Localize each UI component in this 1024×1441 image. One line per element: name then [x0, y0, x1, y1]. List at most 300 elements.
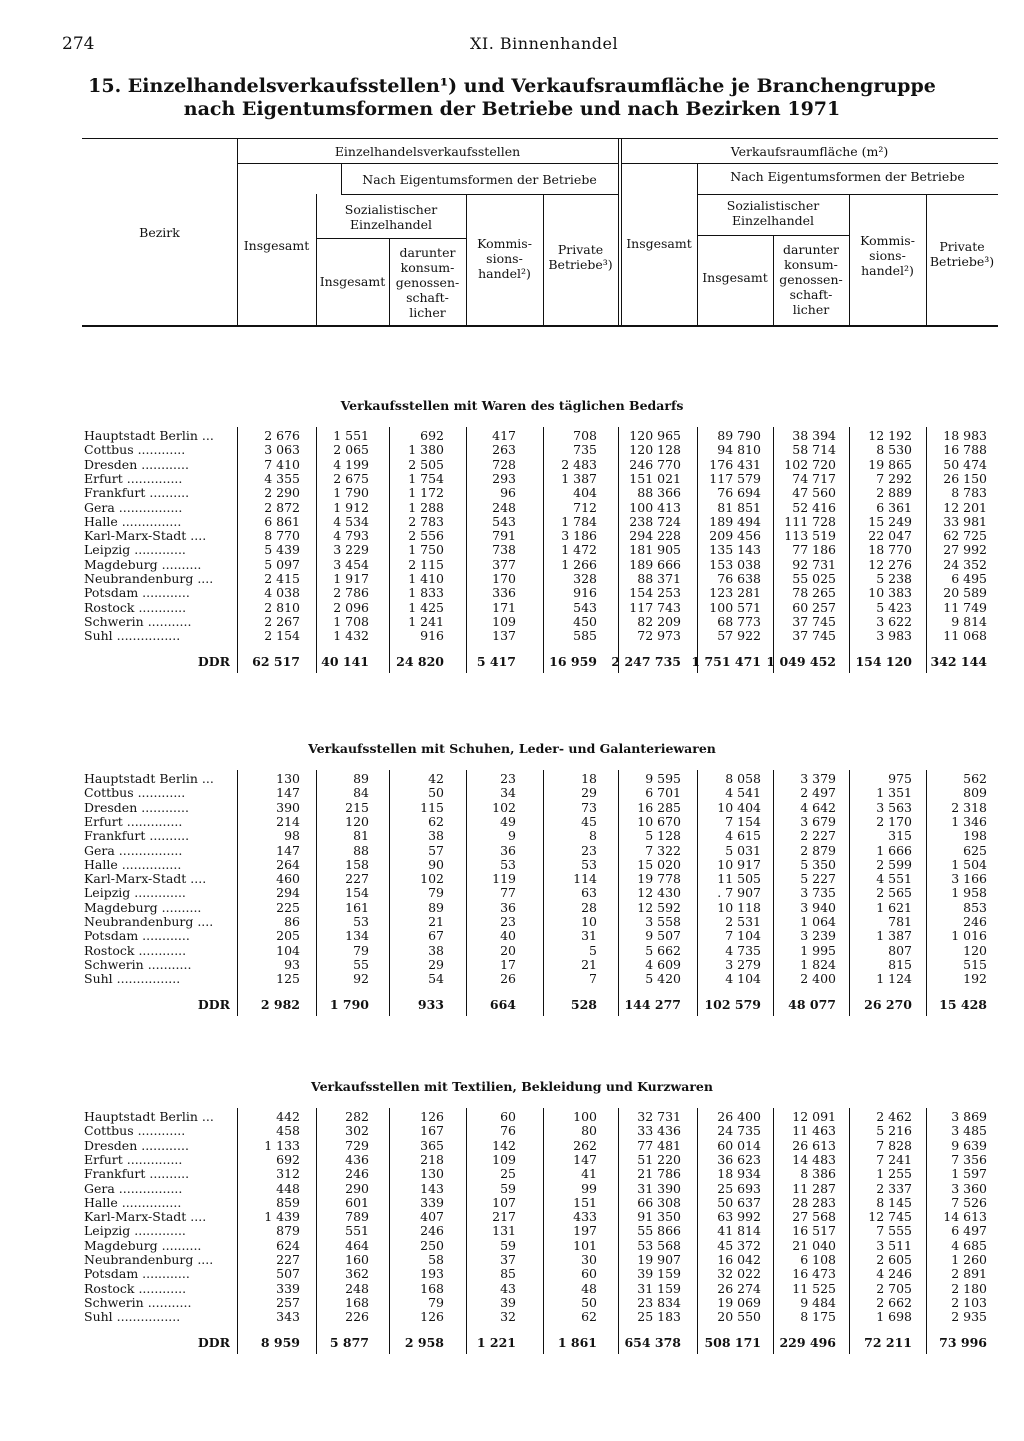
table-cell: 24 735 — [717, 1123, 761, 1139]
table-cell: 53 — [353, 914, 369, 929]
table-cell: 9 814 — [951, 613, 987, 629]
header-text: schaft- — [789, 287, 833, 302]
table-cell: 21 — [428, 914, 444, 929]
table-cell: 117 579 — [709, 470, 761, 486]
table-cell: 5 439 — [264, 542, 300, 558]
table-cell: 14 483 — [792, 1151, 836, 1167]
table-cell: 2 982 — [260, 996, 300, 1012]
table-cell: 113 519 — [784, 528, 836, 544]
table-cell: 63 — [581, 885, 597, 901]
table-cell: 624 — [276, 1237, 300, 1253]
header-divider — [621, 139, 622, 325]
header-text: schaft- — [406, 290, 449, 305]
table-cell: 130 — [420, 1166, 444, 1182]
table-cell: 1 133 — [264, 1137, 300, 1153]
header-insgesamt: Insgesamt — [243, 238, 310, 253]
table-cell: 2 783 — [408, 513, 444, 529]
table-cell: 5 662 — [645, 942, 681, 958]
table-cell: 147 — [276, 842, 300, 858]
bezirk-name: Erfurt .............. — [84, 1152, 183, 1167]
table-cell: 654 378 — [624, 1334, 681, 1350]
table-cell: 217 — [492, 1209, 516, 1225]
table-cell: 80 — [581, 1123, 597, 1139]
table-cell: 63 992 — [717, 1209, 761, 1225]
table-cell: 1 439 — [264, 1209, 300, 1225]
table-cell: 55 866 — [637, 1223, 681, 1239]
table-cell: 9 507 — [645, 928, 681, 944]
bezirk-name: Erfurt .............. — [84, 814, 183, 829]
table-cell: 5 227 — [800, 871, 836, 887]
table-cell: 11 749 — [943, 599, 987, 615]
bezirk-name: Leipzig ............. — [84, 543, 186, 558]
table-cell: 879 — [276, 1223, 300, 1239]
table-cell: 16 042 — [717, 1252, 761, 1267]
table-cell: 49 — [500, 813, 516, 829]
table-row — [0, 815, 1024, 829]
table-cell: 41 — [581, 1166, 597, 1182]
table-cell: 37 — [500, 1252, 516, 1267]
bezirk-name: Cottbus ............ — [84, 786, 186, 801]
table-cell: 48 — [581, 1280, 597, 1296]
bezirk-name: Halle ............... — [84, 1195, 182, 1210]
table-cell: 328 — [573, 571, 597, 586]
table-cell: 40 — [500, 928, 516, 944]
table-cell: 16 959 — [549, 653, 597, 669]
table-cell: 67 — [428, 928, 444, 944]
table-cell: 2 462 — [876, 1109, 912, 1124]
table-cell: 21 040 — [792, 1237, 836, 1253]
table-cell: 120 — [963, 942, 987, 958]
table-cell: 19 907 — [637, 1252, 681, 1267]
bezirk-name: Hauptstadt Berlin ... — [84, 1110, 214, 1124]
bezirk-name: Rostock ............ — [84, 943, 187, 958]
table-cell: 9 484 — [800, 1294, 836, 1310]
table-cell: 81 — [353, 828, 369, 844]
table-cell: 17 — [500, 956, 516, 972]
table-cell: 4 685 — [951, 1237, 987, 1253]
table-cell: 215 — [345, 799, 369, 815]
table-cell: 1 833 — [408, 585, 444, 601]
header-rule — [697, 194, 998, 195]
table-cell: 12 201 — [943, 499, 987, 515]
table-cell: 2 531 — [725, 914, 761, 929]
table-cell: 528 — [570, 996, 597, 1012]
table-cell: 50 637 — [717, 1194, 761, 1210]
table-cell: 1 380 — [408, 442, 444, 458]
table-cell: 692 — [276, 1151, 300, 1167]
table-cell: 81 851 — [717, 499, 761, 515]
header-bottom-rule — [82, 325, 998, 327]
table-cell: 89 — [353, 771, 369, 786]
table-cell: 26 270 — [864, 996, 912, 1012]
table-cell: 2 675 — [333, 470, 369, 486]
table-cell: 8 145 — [876, 1194, 912, 1210]
table-cell: 2 505 — [408, 456, 444, 472]
running-head: XI. Binnenhandel — [470, 34, 619, 53]
table-cell: 312 — [276, 1166, 300, 1182]
table-cell: 262 — [573, 1137, 597, 1153]
table-cell: 282 — [345, 1109, 369, 1124]
table-cell: 101 — [573, 1237, 597, 1253]
table-cell: 343 — [276, 1309, 300, 1325]
table-cell: 91 350 — [637, 1209, 681, 1225]
table-cell: 99 — [581, 1180, 597, 1196]
table-cell: 11 525 — [792, 1280, 836, 1296]
table-cell: 60 — [500, 1109, 516, 1124]
header-divider — [697, 163, 698, 325]
table-cell: 114 — [573, 871, 597, 887]
header-text: konsum- — [784, 257, 838, 272]
bezirk-name: Dresden ............ — [84, 457, 189, 472]
table-cell: 154 120 — [855, 653, 912, 669]
table-cell: 78 265 — [792, 585, 836, 601]
total-row — [0, 998, 1024, 1012]
table-cell: 1 698 — [876, 1309, 912, 1325]
table-cell: 551 — [345, 1223, 369, 1239]
table-cell: 315 — [888, 828, 912, 844]
table-cell: 2 786 — [333, 585, 369, 601]
table-cell: 12 430 — [637, 885, 681, 901]
table-cell: 1 260 — [951, 1252, 987, 1267]
table-cell: 738 — [492, 542, 516, 558]
bezirk-name: Gera ................ — [84, 500, 183, 515]
table-cell: 975 — [888, 771, 912, 786]
table-cell: 60 257 — [792, 599, 836, 615]
table-cell: 144 277 — [624, 996, 681, 1012]
table-row — [0, 858, 1024, 872]
table-cell: 54 — [428, 971, 444, 987]
table-cell: 3 679 — [800, 813, 836, 829]
table-cell: 2 247 735 — [611, 653, 681, 669]
table-cell: 36 — [500, 899, 516, 915]
header-private — [926, 239, 998, 269]
table-cell: 8 959 — [260, 1334, 300, 1350]
table-cell: 1 551 — [333, 428, 369, 443]
bezirk-name: Neubrandenburg .... — [84, 1253, 214, 1267]
bezirk-name: Suhl ................ — [84, 972, 181, 987]
table-cell: 142 — [492, 1137, 516, 1153]
table-cell: 60 014 — [717, 1137, 761, 1153]
table-cell: 76 638 — [717, 571, 761, 586]
table-row — [0, 601, 1024, 615]
table-cell: 2 483 — [561, 456, 597, 472]
table-cell: 3 940 — [800, 899, 836, 915]
table-cell: 76 694 — [717, 485, 761, 501]
header-text: Einzelhandel — [349, 217, 433, 232]
table-cell: 294 — [276, 885, 300, 901]
table-cell: 4 551 — [876, 871, 912, 887]
table-cell: 104 — [276, 942, 300, 958]
table-row — [0, 844, 1024, 858]
header-kommission — [849, 233, 926, 278]
table-cell: 24 352 — [943, 556, 987, 572]
table-cell: 12 192 — [868, 428, 912, 443]
table-cell: 2 891 — [951, 1266, 987, 1282]
table-cell: 294 228 — [629, 528, 681, 544]
table-cell: 3 735 — [800, 885, 836, 901]
table-cell: 5 097 — [264, 556, 300, 572]
table-cell: 362 — [345, 1266, 369, 1282]
table-cell: 4 246 — [876, 1266, 912, 1282]
table-cell: 3 622 — [876, 613, 912, 629]
table-cell: 26 274 — [717, 1280, 761, 1296]
table-row — [0, 586, 1024, 600]
bezirk-name: Frankfurt .......... — [84, 486, 190, 501]
table-cell: 20 589 — [943, 585, 987, 601]
table-cell: 1 346 — [951, 813, 987, 829]
table-cell: 100 — [573, 1109, 597, 1124]
table-cell: 41 814 — [717, 1223, 761, 1239]
table-cell: 134 — [345, 928, 369, 944]
table-cell: 2 115 — [408, 556, 444, 572]
bezirk-name: Dresden ............ — [84, 1138, 189, 1153]
table-cell: 708 — [573, 428, 597, 443]
table-cell: 92 — [353, 971, 369, 987]
table-cell: 137 — [492, 628, 516, 644]
table-cell: 126 — [420, 1109, 444, 1124]
table-cell: 2 879 — [800, 842, 836, 858]
table-row — [0, 615, 1024, 629]
table-cell: 562 — [963, 771, 987, 786]
table-cell: 543 — [573, 599, 597, 615]
table-cell: 189 666 — [629, 556, 681, 572]
table-cell: 135 143 — [709, 542, 761, 558]
table-cell: 227 — [276, 1252, 300, 1267]
table-cell: 126 — [420, 1309, 444, 1325]
table-cell: 5 423 — [876, 599, 912, 615]
table-cell: 12 276 — [868, 556, 912, 572]
table-cell: 342 144 — [930, 653, 987, 669]
table-cell: 2 676 — [264, 428, 300, 443]
table-cell: 712 — [573, 499, 597, 515]
table-cell: 14 613 — [943, 1209, 987, 1225]
table-cell: 8 058 — [725, 771, 761, 786]
bezirk-name: Magdeburg .......... — [84, 557, 202, 572]
header-text: Kommis- — [860, 233, 915, 248]
table-cell: 153 038 — [709, 556, 761, 572]
table-cell: 72 973 — [637, 628, 681, 644]
table-cell: 7 322 — [645, 842, 681, 858]
table-cell: 664 — [489, 996, 516, 1012]
table-cell: 3 511 — [876, 1237, 912, 1253]
table-cell: 2 565 — [876, 885, 912, 901]
table-cell: 57 922 — [717, 628, 761, 644]
table-cell: 218 — [420, 1151, 444, 1167]
table-cell: 807 — [888, 942, 912, 958]
table-cell: 32 — [500, 1309, 516, 1325]
table-cell: 85 — [500, 1266, 516, 1282]
table-cell: 29 — [581, 785, 597, 801]
table-row — [0, 1253, 1024, 1267]
table-cell: 2 227 — [800, 828, 836, 844]
table-cell: 417 — [492, 428, 516, 443]
section-title: Verkaufsstellen mit Textilien, Bekleidung und Kurzwaren — [311, 1079, 713, 1094]
table-cell: 68 773 — [717, 613, 761, 629]
bezirk-name: Schwerin ........... — [84, 957, 192, 972]
header-divider — [237, 139, 238, 325]
table-row — [0, 1167, 1024, 1181]
header-text: darunter — [399, 245, 456, 260]
table-cell: 120 965 — [629, 428, 681, 443]
header-text: genossen- — [779, 272, 843, 287]
table-row — [0, 1296, 1024, 1310]
table-cell: 22 047 — [868, 528, 912, 544]
table-cell: 1 621 — [876, 899, 912, 915]
table-cell: 18 983 — [943, 428, 987, 443]
table-cell: 25 693 — [717, 1180, 761, 1196]
table-cell: 10 383 — [868, 585, 912, 601]
table-cell: 15 428 — [939, 996, 987, 1012]
table-cell: 23 — [500, 914, 516, 929]
table-cell: 168 — [345, 1294, 369, 1310]
table-cell: 102 — [420, 871, 444, 887]
table-cell: 3 454 — [333, 556, 369, 572]
table-cell: 77 186 — [792, 542, 836, 558]
table-cell: 601 — [345, 1194, 369, 1210]
table-cell: 781 — [888, 914, 912, 929]
table-cell: 117 743 — [629, 599, 681, 615]
table-cell: 16 473 — [792, 1266, 836, 1282]
table-cell: 5 238 — [876, 571, 912, 586]
bezirk-name: Karl-Marx-Stadt .... — [84, 529, 207, 544]
table-cell: 227 — [345, 871, 369, 887]
table-cell: 7 241 — [876, 1151, 912, 1167]
table-cell: 120 — [345, 813, 369, 829]
table-cell: 102 — [492, 799, 516, 815]
table-cell: 62 — [581, 1309, 597, 1325]
table-cell: 59 — [500, 1237, 516, 1253]
table-cell: 147 — [276, 785, 300, 801]
table-cell: 916 — [420, 628, 444, 644]
table-cell: 8 770 — [264, 528, 300, 544]
table-cell: 102 579 — [704, 996, 761, 1012]
table-cell: 45 372 — [717, 1237, 761, 1253]
table-cell: 3 558 — [645, 914, 681, 929]
table-cell: 100 571 — [709, 599, 761, 615]
table-cell: 160 — [345, 1252, 369, 1267]
table-cell: 94 810 — [717, 442, 761, 458]
table-cell: 3 186 — [561, 528, 597, 544]
header-konsum — [773, 242, 849, 317]
table-cell: 464 — [345, 1237, 369, 1253]
table-row — [0, 1182, 1024, 1196]
header-rule — [621, 163, 998, 164]
table-cell: 507 — [276, 1266, 300, 1282]
table-cell: 123 281 — [709, 585, 761, 601]
table-cell: 38 — [428, 942, 444, 958]
table-cell: 58 — [428, 1252, 444, 1267]
table-cell: 246 — [963, 914, 987, 929]
table-cell: 4 615 — [725, 828, 761, 844]
table-cell: 193 — [420, 1266, 444, 1282]
table-cell: 2 705 — [876, 1280, 912, 1296]
table-cell: 45 — [581, 813, 597, 829]
table-cell: 6 701 — [645, 785, 681, 801]
header-insgesamt: Insgesamt — [702, 270, 768, 285]
table-cell: 246 770 — [629, 456, 681, 472]
bezirk-name: Cottbus ............ — [84, 1124, 186, 1139]
bezirk-name: Hauptstadt Berlin ... — [84, 429, 214, 443]
table-cell: 38 — [428, 828, 444, 844]
table-cell: 205 — [276, 928, 300, 944]
table-cell: 43 — [500, 1280, 516, 1296]
table-cell: 2 267 — [264, 613, 300, 629]
table-title-line2: nach Eigentumsformen der Betriebe und nach Bezirken 1971 — [183, 98, 841, 120]
table-cell: 57 — [428, 842, 444, 858]
table-cell: 442 — [276, 1109, 300, 1124]
table-cell: 89 790 — [717, 428, 761, 443]
table-cell: 10 670 — [637, 813, 681, 829]
table-cell: 7 104 — [725, 928, 761, 944]
table-cell: 7 — [589, 971, 597, 987]
table-cell: 4 104 — [725, 971, 761, 987]
table-cell: 7 410 — [264, 456, 300, 472]
table-cell: 72 211 — [864, 1334, 912, 1350]
table-cell: 2 180 — [951, 1280, 987, 1296]
table-cell: 1 750 — [408, 542, 444, 558]
table-cell: 89 — [428, 899, 444, 915]
header-eigentum-left: Nach Eigentumsformen der Betriebe — [362, 172, 597, 187]
table-cell: 293 — [492, 470, 516, 486]
table-cell: 1 255 — [876, 1166, 912, 1182]
table-cell: 62 725 — [943, 528, 987, 544]
table-cell: 151 021 — [629, 470, 681, 486]
table-cell: 209 456 — [709, 528, 761, 544]
table-cell: 24 820 — [396, 653, 444, 669]
table-row — [0, 1110, 1024, 1124]
bezirk-name: Halle ............... — [84, 514, 182, 529]
table-cell: 1 912 — [333, 499, 369, 515]
table-cell: 11 287 — [792, 1180, 836, 1196]
header-text: sions- — [486, 251, 523, 266]
bezirk-name: Neubrandenburg .... — [84, 572, 214, 586]
table-cell: 26 613 — [792, 1137, 836, 1153]
table-cell: 181 905 — [629, 542, 681, 558]
table-cell: 4 199 — [333, 456, 369, 472]
table-cell: 2 872 — [264, 499, 300, 515]
table-cell: 214 — [276, 813, 300, 829]
table-cell: 257 — [276, 1294, 300, 1310]
table-cell: 11 068 — [943, 628, 987, 644]
bezirk-name: Dresden ............ — [84, 800, 189, 815]
bezirk-name: Magdeburg .......... — [84, 900, 202, 915]
table-row — [0, 786, 1024, 800]
table-cell: 9 — [508, 828, 516, 844]
header-text: Betriebe³) — [929, 254, 995, 269]
header-bezirk: Bezirk — [139, 225, 180, 240]
table-cell: 18 770 — [868, 542, 912, 558]
table-cell: 809 — [963, 785, 987, 801]
header-rule — [237, 163, 618, 164]
table-row — [0, 958, 1024, 972]
table-cell: 53 — [581, 856, 597, 872]
table-row — [0, 458, 1024, 472]
table-row — [0, 429, 1024, 443]
table-row — [0, 1196, 1024, 1210]
header-text: Kommis- — [477, 236, 532, 251]
table-cell: 11 505 — [717, 871, 761, 887]
table-cell: 3 563 — [876, 799, 912, 815]
table-cell: 92 731 — [792, 556, 836, 572]
table-cell: 189 494 — [709, 513, 761, 529]
table-cell: 1 221 — [476, 1334, 516, 1350]
table-cell: 73 — [581, 799, 597, 815]
table-row — [0, 772, 1024, 786]
table-cell: 28 283 — [792, 1194, 836, 1210]
table-cell: 7 356 — [951, 1151, 987, 1167]
table-cell: 154 — [345, 885, 369, 901]
table-cell: 16 788 — [943, 442, 987, 458]
